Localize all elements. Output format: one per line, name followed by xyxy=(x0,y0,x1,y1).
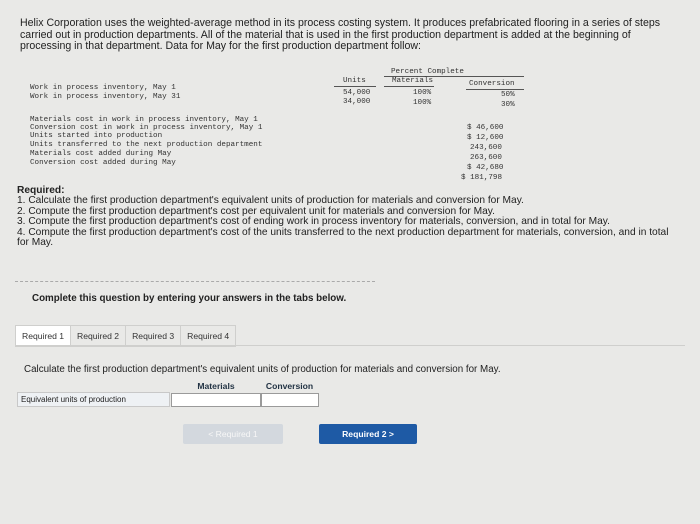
cost-label: Materials cost in work in process inventory, May 1 xyxy=(30,116,258,124)
cost-label: Units started into production xyxy=(30,132,163,140)
conversion-column-header: Conversion xyxy=(265,381,314,391)
wip-may31-units: 34,000 xyxy=(343,98,371,106)
tab-required-3[interactable]: Required 3 xyxy=(125,325,180,347)
wip-may31-materials: 100% xyxy=(413,99,432,107)
wip-may1-units: 54,000 xyxy=(343,89,371,97)
tab-required-1[interactable]: Required 1 xyxy=(15,325,70,347)
units-header: Units xyxy=(343,77,366,85)
cost-value: $ 42,680 xyxy=(467,164,504,172)
required-item: 4. Compute the first production department's cost of the units transferred to the next production department for materials, conversion, and in total for May. xyxy=(17,226,669,249)
materials-column-header: Materials xyxy=(197,381,235,391)
units-rule xyxy=(334,86,376,87)
question-instruction: Calculate the first production department's equivalent units of production for materials and conversion for May. xyxy=(24,364,501,375)
cost-label: Units transferred to the next production department xyxy=(30,141,263,149)
cost-value: $ 12,600 xyxy=(467,134,504,142)
percent-complete-header: Percent Complete xyxy=(391,68,464,76)
tab-required-2[interactable]: Required 2 xyxy=(70,325,125,347)
tab-required-4[interactable]: Required 4 xyxy=(180,325,236,347)
tab-rule xyxy=(15,345,685,346)
conversion-header: Conversion xyxy=(469,80,515,88)
required-item: 1. Calculate the first production department's equivalent units of production for materials and conversion for May. xyxy=(17,195,524,207)
required-section xyxy=(17,186,677,248)
cost-value: $ 46,600 xyxy=(467,124,504,132)
materials-input[interactable] xyxy=(171,393,261,407)
complete-instruction: Complete this question by entering your answers in the tabs below. xyxy=(32,293,347,304)
materials-rule xyxy=(384,86,434,87)
cost-value: 243,600 xyxy=(470,144,502,152)
required-item: 3. Compute the first production department's cost of ending work in process inventory for materials, conversion, and in total for May. xyxy=(17,216,610,228)
required-item: 2. Compute the first production department's cost per equivalent unit for materials and conversion for May. xyxy=(17,205,495,217)
prev-required-button[interactable]: < Required 1 xyxy=(183,424,283,444)
conversion-rule xyxy=(466,89,524,90)
required-title: Required: xyxy=(17,185,65,196)
wip-may31-label: Work in process inventory, May 31 xyxy=(30,93,181,101)
equivalent-units-row-label: Equivalent units of production xyxy=(17,392,170,407)
cost-label: Materials cost added during May xyxy=(30,150,172,158)
wip-may31-conversion: 30% xyxy=(501,101,515,109)
materials-header: Materials xyxy=(392,77,434,85)
wip-may1-label: Work in process inventory, May 1 xyxy=(30,84,176,92)
cost-value: 263,600 xyxy=(470,154,502,162)
cost-label: Conversion cost added during May xyxy=(30,159,176,167)
wip-may1-materials: 100% xyxy=(413,89,432,97)
cost-label: Conversion cost in work in process inventory, May 1 xyxy=(30,124,263,132)
tab-bar xyxy=(15,325,236,345)
divider xyxy=(15,281,375,282)
wip-may1-conversion: 50% xyxy=(501,91,515,99)
next-required-button[interactable]: Required 2 > xyxy=(319,424,417,444)
cost-value: $ 181,798 xyxy=(461,174,503,182)
conversion-input[interactable] xyxy=(261,393,319,407)
intro-paragraph: Helix Corporation uses the weighted-average method in its process costing system. It produces prefabricated flooring in a series of steps carried out in production departments. All of the material that is used in the first production department is added at the beginning of processing in that department. Data for May for the first production department follow: xyxy=(20,17,661,53)
